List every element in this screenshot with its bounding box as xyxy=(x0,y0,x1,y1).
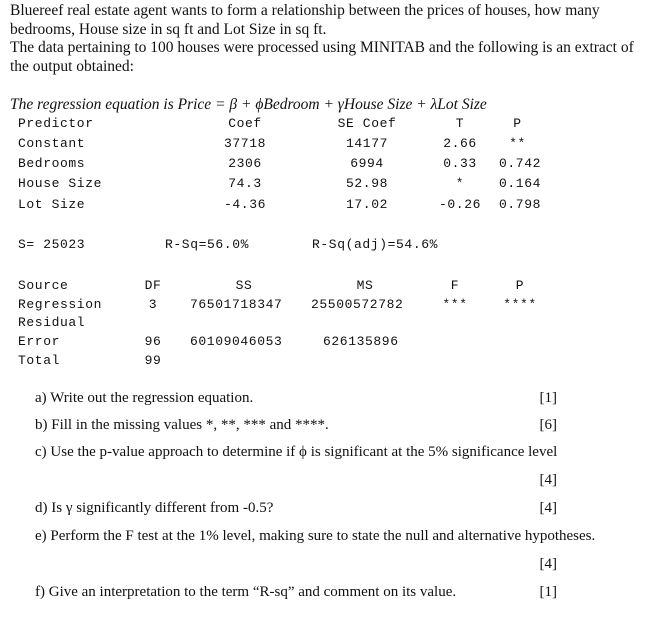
question-f: f) Give an interpretation to the term “R-sq” and comment on its value. xyxy=(35,584,457,600)
anova-total-source: Total xyxy=(18,353,61,368)
fit-s: S= 25023 xyxy=(18,237,86,252)
row-house-size-predictor: House Size xyxy=(18,176,103,191)
question-d: d) Is γ significantly different from -0.5? xyxy=(35,500,274,516)
anova-regression-f: *** xyxy=(442,297,468,312)
row-constant-coef: 37718 xyxy=(223,136,266,151)
row-bedrooms-p: 0.742 xyxy=(498,156,541,171)
row-bedrooms-predictor: Bedrooms xyxy=(18,156,86,171)
regression-equation: The regression equation is Price = β + ϕBedroom + γHouse Size + λLot Size xyxy=(10,96,487,113)
row-bedrooms-se: 6994 xyxy=(350,156,384,171)
question-a-marks: [1] xyxy=(539,390,557,406)
question-b: b) Fill in the missing values *, **, *** and ****. xyxy=(35,417,329,433)
anova-header-p: P xyxy=(515,278,525,293)
row-lot-size-t: -0.26 xyxy=(438,197,481,212)
row-lot-size-p: 0.798 xyxy=(498,197,541,212)
problem-intro xyxy=(10,2,646,76)
intro-line-1: Bluereef real estate agent wants to form a relationship between the prices of houses, how many bedrooms, House size in sq ft and Lot Size in sq ft. xyxy=(10,2,600,38)
question-b-marks: [6] xyxy=(539,417,557,433)
anova-header-df: DF xyxy=(144,278,162,293)
anova-regression-p: **** xyxy=(503,297,537,312)
row-house-size-se: 52.98 xyxy=(345,176,388,191)
row-house-size-p: 0.164 xyxy=(498,176,541,191)
anova-error-source: Error xyxy=(18,334,61,349)
row-bedrooms-t: 0.33 xyxy=(443,156,477,171)
question-a: a) Write out the regression equation. xyxy=(35,390,254,406)
anova-total-df: 99 xyxy=(144,353,162,368)
question-d-marks: [4] xyxy=(539,500,557,516)
row-constant-predictor: Constant xyxy=(18,136,86,151)
header-coef: Coef xyxy=(228,116,262,131)
header-p: P xyxy=(513,116,522,131)
row-lot-size-predictor: Lot Size xyxy=(18,197,86,212)
anova-regression-ss: 76501718347 xyxy=(190,297,283,312)
anova-error-df: 96 xyxy=(144,334,162,349)
question-e: e) Perform the F test at the 1% level, making sure to state the null and alternative hypotheses. xyxy=(35,528,596,544)
row-constant-se: 14177 xyxy=(345,136,388,151)
anova-header-source: Source xyxy=(18,278,69,293)
row-house-size-coef: 74.3 xyxy=(228,176,262,191)
row-lot-size-se: 17.02 xyxy=(345,197,388,212)
anova-header-ms: MS xyxy=(356,278,374,293)
anova-error-ms: 626135896 xyxy=(323,334,399,349)
anova-regression-source: Regression xyxy=(18,297,103,312)
question-e-marks: [4] xyxy=(539,556,557,572)
row-house-size-t: * xyxy=(455,176,465,191)
anova-residual-label: Residual xyxy=(18,315,86,330)
anova-header-f: F xyxy=(450,278,460,293)
anova-header-ss: SS xyxy=(235,278,253,293)
question-c: c) Use the p-value approach to determine if ϕ is significant at the 5% significance level xyxy=(35,444,558,460)
anova-error-ss: 60109046053 xyxy=(190,334,283,349)
row-constant-p: ** xyxy=(509,136,526,151)
fit-r-sq: R-Sq=56.0% xyxy=(165,237,250,252)
fit-r-sq-adj: R-Sq(adj)=54.6% xyxy=(312,237,439,252)
intro-line-2: The data pertaining to 100 houses were processed using MINITAB and the following is an extract of the output obtained: xyxy=(10,39,634,75)
header-se-coef: SE Coef xyxy=(337,116,397,131)
row-bedrooms-coef: 2306 xyxy=(228,156,262,171)
anova-regression-ms: 25500572782 xyxy=(311,297,404,312)
row-lot-size-coef: -4.36 xyxy=(223,197,266,212)
row-constant-t: 2.66 xyxy=(443,136,477,151)
anova-regression-df: 3 xyxy=(148,297,158,312)
question-c-marks: [4] xyxy=(539,472,557,488)
header-t: T xyxy=(455,116,465,131)
header-predictor: Predictor xyxy=(18,116,94,131)
question-f-marks: [1] xyxy=(539,584,557,600)
